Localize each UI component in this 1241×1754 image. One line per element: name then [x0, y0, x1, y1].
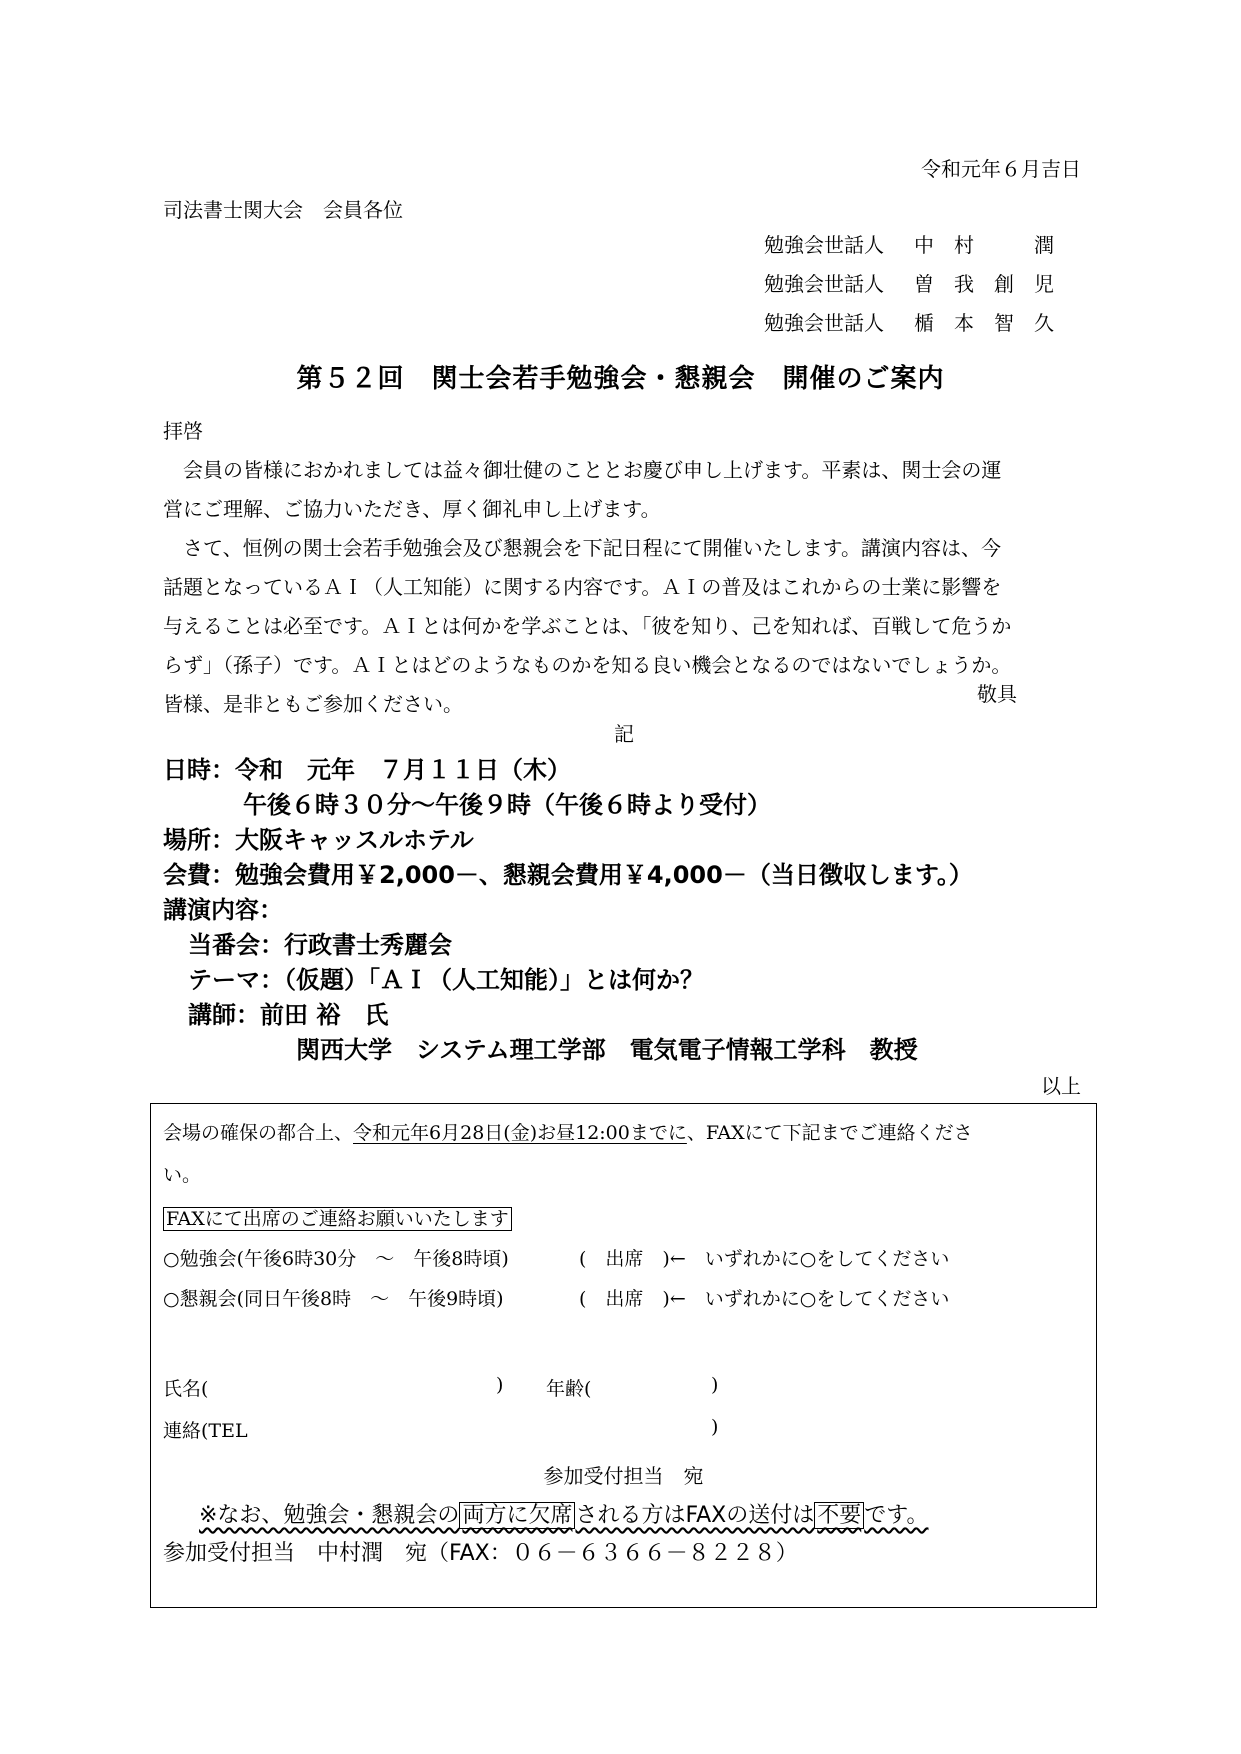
social-status[interactable]: ( 出席 )← いずれかに○をしてください — [579, 1288, 950, 1310]
social-option: ○懇親会(同日午後8時 ～ 午後9時頃) — [163, 1288, 504, 1310]
closing-word: 敬具 — [977, 682, 1017, 706]
age-field-label: 年齢( — [546, 1378, 592, 1400]
contact-field-close: ) — [711, 1416, 719, 1438]
organizer-row — [764, 307, 1084, 346]
paragraph-line: 皆様、是非ともご参加ください。 — [163, 692, 463, 716]
name-field-close: ) — [496, 1374, 504, 1396]
organizer-row — [764, 268, 1084, 307]
event-fee: 会費：勉強会費用￥2,000－、懇親会費用￥4,000－（当日徴収します。） — [163, 861, 973, 889]
document-title: 第５２回 関士会若手勉強会・懇親会 開催のご案内 — [296, 364, 945, 394]
note-middle: される方はFAXの送付は — [575, 1503, 815, 1528]
notice-suffix: 、FAXにて下記までご連絡くださ — [686, 1122, 973, 1144]
addressee-line: 参加受付担当 宛 — [543, 1464, 704, 1488]
organizer-name: 楯 本 智 久 — [914, 311, 1054, 335]
fax-contact-line: 参加受付担当 中村潤 宛（FAX：０６－６３６６－８２２８） — [163, 1541, 798, 1566]
study-session-status[interactable]: ( 出席 )← いずれかに○をしてください — [579, 1248, 950, 1270]
age-field-close: ) — [711, 1374, 719, 1396]
organizer-role: 勉強会世話人 — [764, 272, 884, 296]
lecturer-affiliation: 関西大学 システム理工学部 電気電子情報工学科 教授 — [296, 1036, 918, 1064]
organizer-name: 曽 我 創 児 — [914, 272, 1054, 296]
organizer-name: 中 村 潤 — [914, 233, 1054, 257]
notice-line-2: い。 — [163, 1164, 202, 1186]
ki-heading: 記 — [614, 722, 634, 746]
note-boxed-unnecessary: 不要 — [814, 1502, 864, 1529]
letter-body — [163, 412, 1083, 724]
paragraph-line: 話題となっているＡＩ（人工知能）に関する内容です。ＡＩの普及はこれからの士業に影響を — [163, 575, 1002, 599]
event-venue: 場所：大阪キャッスルホテル — [163, 826, 474, 854]
paragraph-line: 営にご理解、ご協力いただき、厚く御礼申し上げます。 — [163, 497, 661, 521]
ijo-word: 以上 — [1041, 1074, 1081, 1098]
paragraph-line: さて、恒例の関士会若手勉強会及び懇親会を下記日程にて開催いたします。講演内容は、今 — [163, 536, 1001, 560]
issue-date: 令和元年６月吉日 — [921, 157, 1081, 181]
notice-prefix: 会場の確保の都合上、 — [163, 1122, 354, 1144]
notice-deadline: 令和元年6月28日(金)お昼12:00までに — [353, 1122, 687, 1144]
note-boxed-both-absent: 両方に欠席 — [459, 1502, 575, 1529]
note-prefix: ※なお、勉強会・懇親会の — [199, 1503, 460, 1528]
reply-form-box — [150, 1103, 1097, 1608]
boxed-heading — [163, 1204, 512, 1231]
paragraph-line: 与えることは必至です。ＡＩとは何かを学ぶことは、「彼を知り、己を知れば、百戦して危うか — [163, 614, 1012, 638]
salutation: 拝啓 — [163, 419, 203, 443]
lecture-label: 講演内容： — [163, 896, 283, 924]
lecture-theme: テーマ：（仮題）「ＡＩ（人工知能）」とは何か？ — [188, 966, 704, 994]
name-field-label: 氏名( — [163, 1378, 209, 1400]
organizer-row — [764, 229, 1084, 268]
study-session-option: ○勉強会(午後6時30分 ～ 午後8時頃) — [163, 1248, 509, 1270]
organizers-block — [764, 229, 1084, 346]
lecturer-name: 講師：前田 裕 氏 — [188, 1001, 389, 1029]
boxed-heading-text: FAXにて出席のご連絡お願いいたします — [163, 1207, 512, 1231]
reply-notice-line — [163, 1118, 973, 1145]
host-group: 当番会：行政書士秀麗会 — [188, 931, 452, 959]
event-time: 午後６時３０分～午後９時（午後６時より受付） — [243, 791, 771, 819]
event-datetime: 日時：令和 元年 ７月１１日（木） — [163, 756, 571, 784]
contact-field-label: 連絡(TEL — [163, 1420, 248, 1442]
paragraph-line: らず」（孫子）です。ＡＩとはどのようなものかを知る良い機会となるのではないでしょうか。 — [163, 653, 1012, 677]
note-suffix: です。 — [864, 1503, 929, 1528]
organizer-role: 勉強会世話人 — [764, 233, 884, 257]
absence-note — [199, 1498, 928, 1529]
recipient-line: 司法書士関大会 会員各位 — [163, 198, 403, 222]
paragraph-line: 会員の皆様におかれましては益々御壮健のこととお慶び申し上げます。平素は、関士会の運 — [163, 458, 1002, 482]
organizer-role: 勉強会世話人 — [764, 311, 884, 335]
